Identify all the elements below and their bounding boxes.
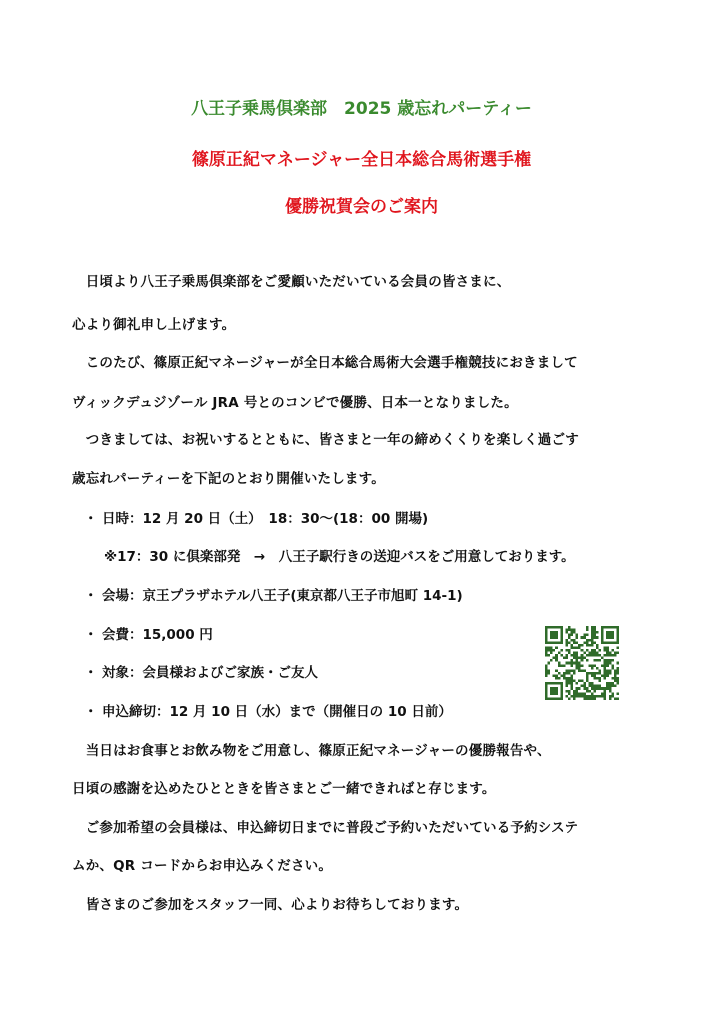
detail-date: [84, 507, 428, 527]
event-line-2: 歳忘れパーティーを下記のとおり開催いたします。: [72, 471, 385, 487]
detail-bus-note: ※17：30 に倶楽部発 → 八王子駅行きの送迎バスをご用意しております。: [104, 549, 575, 565]
detail-venue-text: 会場：京王プラザホテル八王子(東京都八王子市旭町 14-1): [102, 588, 463, 604]
title-party: 八王子乗馬倶楽部 2025 歳忘れパーティー: [191, 99, 532, 119]
announcement-line-1: このたび、篠原正紀マネージャーが全日本総合馬術大会選手権競技におきまして: [72, 355, 578, 371]
closing-line-3: ご参加希望の会員様は、申込締切日までに普段ご予約いただいている予約システ: [72, 820, 579, 836]
detail-deadline: [84, 700, 452, 720]
bullet-marker: ・: [84, 588, 98, 604]
detail-deadline-text: 申込締切：12 月 10 日（水）まで（開催日の 10 日前）: [102, 704, 452, 720]
detail-target: [84, 661, 318, 681]
detail-fee-text: 会費：15,000 円: [102, 627, 213, 643]
detail-date-text: 日時：12 月 20 日（土） 18：30～(18：00 開場): [102, 511, 429, 527]
detail-target-text: 対象：会員様およびご家族・ご友人: [102, 665, 318, 681]
title-invitation: 優勝祝賀会のご案内: [285, 197, 438, 217]
detail-fee: [84, 623, 213, 643]
greeting-line-1: 日頃より八王子乗馬倶楽部をご愛顧いただいている会員の皆さまに、: [72, 274, 511, 290]
greeting-line-2: 心より御礼申し上げます。: [72, 317, 236, 333]
event-line-1: つきましては、お祝いするとともに、皆さまと一年の締めくくりを楽しく過ごす: [72, 432, 579, 448]
bullet-marker: ・: [84, 627, 98, 643]
qr-code-icon[interactable]: [543, 626, 621, 700]
bullet-marker: ・: [84, 704, 98, 720]
bullet-marker: ・: [84, 511, 98, 527]
detail-venue: [84, 584, 463, 604]
closing-line-5: 皆さまのご参加をスタッフ一同、心よりお待ちしております。: [72, 897, 469, 913]
title-championship: 篠原正紀マネージャー全日本総合馬術選手権: [191, 150, 532, 170]
bullet-marker: ・: [84, 665, 98, 681]
closing-line-1: 当日はお食事とお飲み物をご用意し、篠原正紀マネージャーの優勝報告や、: [72, 743, 551, 759]
closing-line-4: ムか、QR コードからお申込みください。: [72, 858, 333, 874]
announcement-line-2: ヴィックデュジゾール JRA 号とのコンビで優勝、日本一となりました。: [72, 395, 518, 411]
closing-line-2: 日頃の感謝を込めたひとときを皆さまとご一緒できればと存じます。: [72, 781, 496, 797]
